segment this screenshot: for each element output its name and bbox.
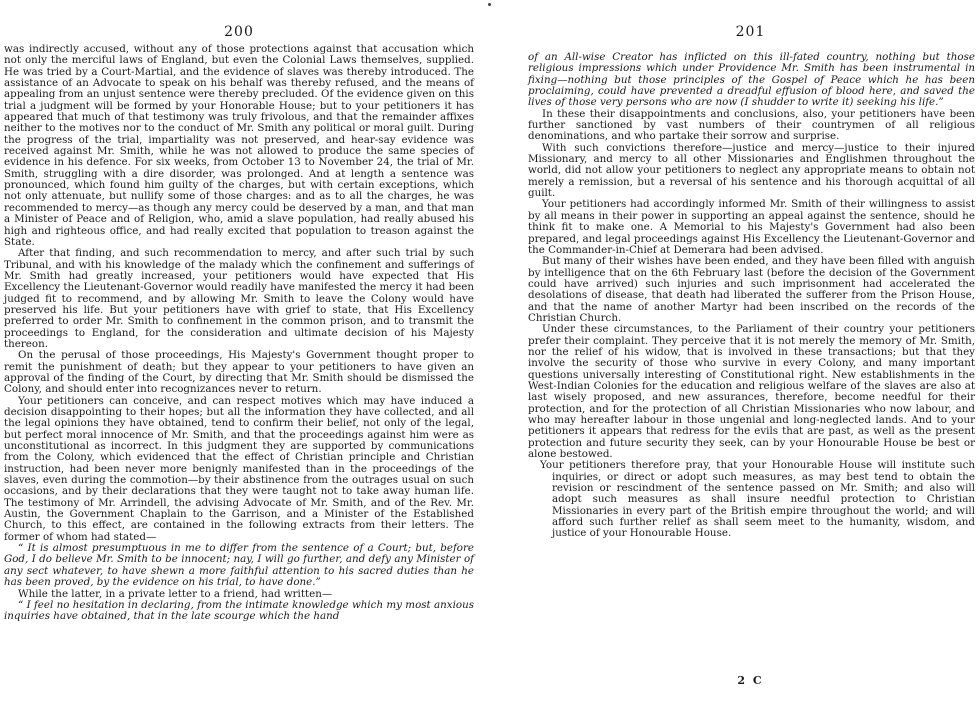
prayer-paragraph: Your petitioners therefore pray, that your Honourable House will institute such inquiries, or direct or adopt such measures, as may best tend to obtain the revision or rescindment of the sentence passed on Mr. Smith; and also will adopt such measures as shall insure needful protection to Christian Missionaries in every part of the British empire throughout the world; and will afford such further relief as shall seem meet to the humanity, wisdom, and justice of your Honourable House. xyxy=(540,459,975,540)
quote-austin-continued: of an All-wise Creator has inflicted on this ill-fated country, nothing but those religious impressions which under Providence Mr. Smith has been instrumental in fixing—nothing but those principles of the Gospel of Peace which he has been proclaiming, could have prevented a dreadful effusion of blood here, and saved the lives of those very persons who are now (I shudder to write it) seeking his life.” xyxy=(528,51,975,109)
left-page xyxy=(0,0,478,701)
paragraph: With such convictions therefore—justice and mercy—justice to their injured Missionary, and mercy to all other Missionaries and Englishmen throughout the world, did not allow your petitioners to neglect any appropriate means to obtain not merely a remission, but a reversal of his sentence and his thorough acquittal of all guilt. xyxy=(528,141,975,200)
paragraph: Your petitioners had accordingly informed Mr. Smith of their willingness to assist by all means in their power in supporting an appeal against the sentence, should he think fit to make one. A Memorial to his Majesty's Government had also been prepared, and legal proceedings against His Excellency the Lieutenant-Governor and the Commander-in-Chief at Demerara had been advised. xyxy=(528,198,975,256)
right-page xyxy=(523,0,978,701)
paragraph: Your petitioners can conceive, and can respect motives which may have induced a decision disappointing to their hopes; but all the information they have collected, and all the legal opinions they have obtained, tend to confirm their belief, not only of the legal, but perfect moral innocence of Mr. Smith, and that the proceedings against him were as unconstitutional as incorrect. In this judgment they are supported by communications from the Colony, which evidenced that the effect of Christian principle and Christian instruction, had been never more benignly manifested than in the proceedings of the slaves, even during the commotion—by their abstinence from the outrages usual on such occasions, and by their declarations that they were taught not to take away human life. The testimony of Mr. Arrindell, the advising Advocate of Mr. Smith, and of the Rev. Mr. Austin, the Government Chaplain to the Garrison, and a Minister of the Established Church, to this effect, are contained in the following extracts from their letters. The former of whom had stated— xyxy=(4,394,474,543)
paragraph: But many of their wishes have been ended, and they have been filled with anguish by intelligence that on the 6th February last (before the decision of the Government could have arrived) such injuries and such imprisonment had accelerated the desolations of disease, that death had liberated the sufferer from the Prison House, and that the name of another Martyr had been inscribed on the records of the Christian Church. xyxy=(528,255,975,324)
paragraph: In these their disappointments and conclusions, also, your petitioners have been further sanctioned by vast numbers of their countrymen of all religious denominations, and who partake their sorrow and surprise. xyxy=(528,107,975,143)
right-page-text xyxy=(528,52,975,540)
quote-austin: “ I feel no hesitation in declaring, from the intimate knowledge which my most anxious inquiries have obtained, that in the late scourge which the hand xyxy=(4,598,474,623)
paragraph: While the latter, in a private letter to a friend, had written— xyxy=(18,587,333,600)
paragraph: On the perusal of those proceedings, His Majesty's Government thought proper to remit the punishment of death; but they appear to your petitioners to have given an approval of the finding of the Court, by directing that Mr. Smith should be dismissed the Colony, and should enter into recognizances never to return. xyxy=(4,349,474,396)
page-number-left: 200 xyxy=(224,24,254,40)
signature-mark: 2 C xyxy=(737,674,764,687)
paragraph: After that finding, and such recommendation to mercy, and after such trial by such Tribunal, and with his knowledge of the malady which the confinement and sufferings of Mr. Smith had greatly increased, your petitioners would have expected that His Excellency the Lieutenant-Governor would readily have manifested the mercy it had been judged fit to recommend, and by allowing Mr. Smith to leave the Colony would have preserved his life. But your petitioners have with grief to state, that His Excellency preferred to order Mr. Smith to confinement in the common prison, and to transmit the proceedings to England, for the consideration and ultimate decision of his Majesty thereon. xyxy=(4,247,474,350)
paragraph: Under these circumstances, to the Parliament of their country your petitioners prefer their complaint. They perceive that it is not merely the memory of Mr. Smith, nor the relief of his widow, that is involved in these transactions; but that they involve the security of those who survive in every Colony, and many important questions universally interesting of Constitutional right. New establishments in the West-Indian Colonies for the education and religious welfare of the slaves are also at last wisely proposed, and new assurances, therefore, become needful for their protection, and for the protection of all Christian Missionaries who now labour, and who may hereafter labour in those ungenial and long-neglected lands. And to your petitioners it appears that redress for the evils that are past, as well as the present protection and future security they seek, can by your Honourable House be best or alone bestowed. xyxy=(528,323,975,461)
paragraph: was indirectly accused, without any of those protections against that accusation which not only the merciful laws of England, but even the Colonial Laws themselves, supplied. He was tried by a Court-Martial, and the evidence of slaves was thereby introduced. The assistance of an Advocate to speak on his behalf was thereby refused, and the means of appealing from an unjust sentence were thereby precluded. Of the evidence given on this trial a judgment will be formed by your Honorable House; but to your petitioners it has appeared that much of that testimony was truly frivolous, and that the remainder affixes neither to the motives nor to the conduct of Mr. Smith any political or moral guilt. During the progress of the trial, impartiality was not preserved, and hear-say evidence was received against Mr. Smith, while he was not allowed to produce the same species of evidence in his defence. For six weeks, from October 13 to November 24, the trial of Mr. Smith, struggling with a dire disorder, was prolonged. And at length a sentence was pronounced, which found him guilty of the charges, but with certain exceptions, which not only attenuate, but nullify some of those charges: and as to all the charges, he was recommended to mercy—as though any mercy could be deserved by a man, and that man a Minister of Peace and of Religion, who, amid a slave population, had really abused his high and righteous office, and had really excited that population to treason against the State. xyxy=(4,43,474,248)
page-number-right: 201 xyxy=(735,24,766,40)
left-page-text xyxy=(4,44,474,623)
quote-arrindell: “ It is almost presumptuous in me to differ from the sentence of a Court; but, before God, I do believe Mr. Smith to be innocent; nay, I will go further, and defy any Minister of any sect whatever, to have shewn a more faithful attention to his sacred duties than he has been proved, by the evidence on his trial, to have done.” xyxy=(4,542,474,589)
ink-dot xyxy=(488,3,491,6)
